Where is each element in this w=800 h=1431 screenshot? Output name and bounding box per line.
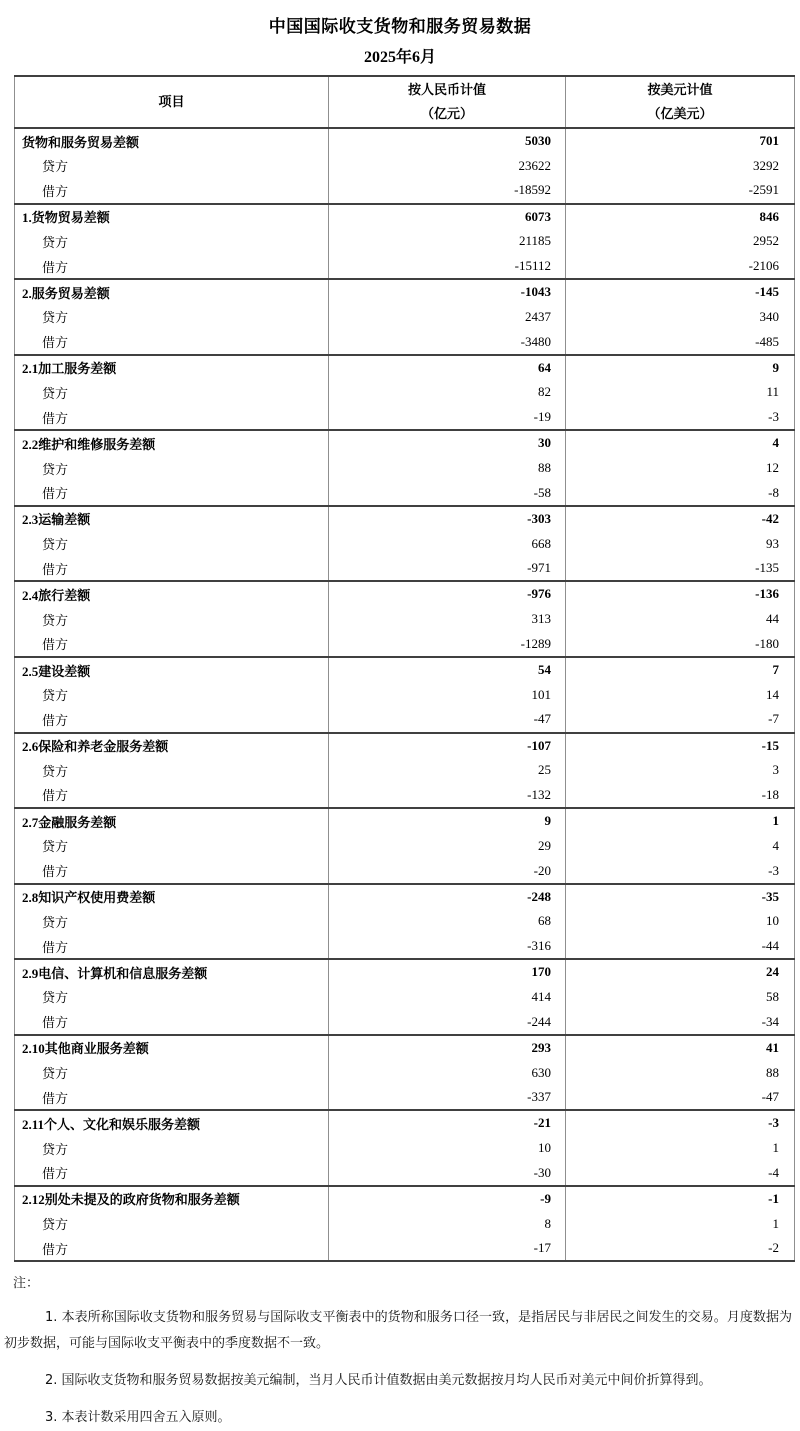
- usd-value: 3: [566, 758, 795, 783]
- sub-item-label: 借方: [15, 1236, 329, 1261]
- table-row-section-total: [15, 733, 795, 758]
- table-section: [15, 959, 795, 1035]
- table-section: [15, 1186, 795, 1262]
- table-row-sub: [15, 707, 795, 732]
- rmb-value: -15112: [329, 254, 566, 279]
- rmb-value: -132: [329, 783, 566, 808]
- usd-value: 14: [566, 682, 795, 707]
- table-row-sub: [15, 1060, 795, 1085]
- usd-value: 7: [566, 657, 795, 682]
- usd-value: 9: [566, 355, 795, 380]
- usd-value: 10: [566, 909, 795, 934]
- table-row-sub: [15, 1085, 795, 1110]
- sub-item-label: 贷方: [15, 833, 329, 858]
- usd-value: 846: [566, 204, 795, 229]
- rmb-value: -316: [329, 934, 566, 959]
- sub-item-label: 借方: [15, 330, 329, 355]
- table-row-sub: [15, 380, 795, 405]
- rmb-value: 313: [329, 607, 566, 632]
- table-section: [15, 506, 795, 582]
- rmb-value: 29: [329, 833, 566, 858]
- rmb-value: 68: [329, 909, 566, 934]
- rmb-value: -337: [329, 1085, 566, 1110]
- usd-value: 24: [566, 959, 795, 984]
- sub-item-label: 贷方: [15, 1136, 329, 1161]
- rmb-value: -18592: [329, 178, 566, 203]
- usd-value: 12: [566, 455, 795, 480]
- usd-value: 340: [566, 304, 795, 329]
- table-row-sub: [15, 783, 795, 808]
- table-row-section-total: [15, 808, 795, 833]
- table-row-sub: [15, 934, 795, 959]
- trade-data-table: [14, 75, 795, 1262]
- table-row-section-total: [15, 279, 795, 304]
- table-row-sub: [15, 254, 795, 279]
- rmb-value: -17: [329, 1236, 566, 1261]
- sub-item-label: 贷方: [15, 909, 329, 934]
- sub-item-label: 借方: [15, 858, 329, 883]
- rmb-value: -244: [329, 1010, 566, 1035]
- usd-value: -7: [566, 707, 795, 732]
- sub-item-label: 贷方: [15, 455, 329, 480]
- table-row-sub: [15, 984, 795, 1009]
- table-row-sub: [15, 556, 795, 581]
- sub-item-label: 贷方: [15, 153, 329, 178]
- table-row-section-total: [15, 430, 795, 455]
- table-row-section-total: [15, 581, 795, 606]
- usd-value: -4: [566, 1161, 795, 1186]
- rmb-value: 9: [329, 808, 566, 833]
- usd-value: 3292: [566, 153, 795, 178]
- item-label: 2.6保险和养老金服务差额: [15, 733, 329, 758]
- usd-value: -2: [566, 1236, 795, 1261]
- rmb-value: 88: [329, 455, 566, 480]
- table-row-sub: [15, 607, 795, 632]
- sub-item-label: 借方: [15, 254, 329, 279]
- note-item: 3. 本表计数采用四舍五入原则。: [45, 1410, 231, 1426]
- table-row-sub: [15, 1010, 795, 1035]
- item-label: 2.服务贸易差额: [15, 279, 329, 304]
- table-row-sub: [15, 304, 795, 329]
- sub-item-label: 贷方: [15, 304, 329, 329]
- rmb-value: 170: [329, 959, 566, 984]
- rmb-value: 25: [329, 758, 566, 783]
- notes-section: [0, 1274, 800, 1431]
- table-section: [15, 884, 795, 960]
- usd-value: -18: [566, 783, 795, 808]
- usd-value: -8: [566, 481, 795, 506]
- item-label: 2.9电信、计算机和信息服务差额: [15, 959, 329, 984]
- usd-value: 11: [566, 380, 795, 405]
- usd-value: 701: [566, 128, 795, 153]
- rmb-value: -971: [329, 556, 566, 581]
- table-row-section-total: [15, 959, 795, 984]
- column-header-rmb-line2: （亿元）: [420, 106, 473, 121]
- table-section: [15, 355, 795, 431]
- rmb-value: 64: [329, 355, 566, 380]
- usd-value: -3: [566, 405, 795, 430]
- usd-value: 93: [566, 531, 795, 556]
- item-label: 2.10其他商业服务差额: [15, 1035, 329, 1060]
- table-row-sub: [15, 1236, 795, 1261]
- sub-item-label: 贷方: [15, 682, 329, 707]
- rmb-value: 6073: [329, 204, 566, 229]
- usd-value: 1: [566, 1136, 795, 1161]
- sub-item-label: 借方: [15, 405, 329, 430]
- rmb-value: 2437: [329, 304, 566, 329]
- rmb-value: 414: [329, 984, 566, 1009]
- usd-value: 1: [566, 808, 795, 833]
- rmb-value: 101: [329, 682, 566, 707]
- rmb-value: 54: [329, 657, 566, 682]
- notes-label: 注：: [13, 1276, 40, 1292]
- table-row-sub: [15, 1211, 795, 1236]
- table-row-sub: [15, 758, 795, 783]
- rmb-value: 30: [329, 430, 566, 455]
- item-label: 2.12别处未提及的政府货物和服务差额: [15, 1186, 329, 1211]
- rmb-value: 5030: [329, 128, 566, 153]
- usd-value: -485: [566, 330, 795, 355]
- table-row-sub: [15, 178, 795, 203]
- rmb-value: -976: [329, 581, 566, 606]
- usd-value: 4: [566, 833, 795, 858]
- rmb-value: -20: [329, 858, 566, 883]
- sub-item-label: 借方: [15, 934, 329, 959]
- usd-value: -136: [566, 581, 795, 606]
- page-title: 中国国际收支货物和服务贸易数据: [268, 17, 532, 36]
- sub-item-label: 借方: [15, 632, 329, 657]
- column-header-rmb-line1: 按人民币计值: [407, 82, 486, 97]
- usd-value: -145: [566, 279, 795, 304]
- table-section: [15, 128, 795, 204]
- table-row-section-total: [15, 506, 795, 531]
- table-row-sub: [15, 405, 795, 430]
- usd-value: 88: [566, 1060, 795, 1085]
- table-row-sub: [15, 1161, 795, 1186]
- usd-value: -34: [566, 1010, 795, 1035]
- column-header-item-label: 项目: [158, 94, 185, 109]
- usd-value: -3: [566, 1110, 795, 1135]
- table-section: [15, 204, 795, 280]
- column-header-usd: [566, 76, 795, 128]
- item-label: 2.8知识产权使用费差额: [15, 884, 329, 909]
- usd-value: 1: [566, 1211, 795, 1236]
- rmb-value: -19: [329, 405, 566, 430]
- usd-value: -3: [566, 858, 795, 883]
- item-label: 2.1加工服务差额: [15, 355, 329, 380]
- table-row-sub: [15, 455, 795, 480]
- table-row-sub: [15, 1136, 795, 1161]
- sub-item-label: 贷方: [15, 229, 329, 254]
- sub-item-label: 借方: [15, 1085, 329, 1110]
- rmb-value: -303: [329, 506, 566, 531]
- table-row-section-total: [15, 355, 795, 380]
- item-label: 1.货物贸易差额: [15, 204, 329, 229]
- note-item: 1. 本表所称国际收支货物和服务贸易与国际收支平衡表中的货物和服务口径一致，是指居民与非居民之间发生的交易。月度数据为初步数据，可能与国际收支平衡表中的季度数据不一致。: [4, 1310, 792, 1352]
- sub-item-label: 借方: [15, 783, 329, 808]
- table-row-section-total: [15, 1186, 795, 1211]
- table-row-section-total: [15, 1110, 795, 1135]
- table-row-section-total: [15, 884, 795, 909]
- table-row-sub: [15, 858, 795, 883]
- item-label: 货物和服务贸易差额: [15, 128, 329, 153]
- rmb-value: -1043: [329, 279, 566, 304]
- table-section: [15, 430, 795, 506]
- table-header-row: [15, 76, 795, 128]
- item-label: 2.4旅行差额: [15, 581, 329, 606]
- sub-item-label: 借方: [15, 707, 329, 732]
- table-row-section-total: [15, 128, 795, 153]
- table-row-sub: [15, 229, 795, 254]
- table-row-sub: [15, 682, 795, 707]
- sub-item-label: 借方: [15, 556, 329, 581]
- sub-item-label: 借方: [15, 178, 329, 203]
- table-row-section-total: [15, 657, 795, 682]
- item-label: 2.2维护和维修服务差额: [15, 430, 329, 455]
- table-section: [15, 1110, 795, 1186]
- usd-value: -42: [566, 506, 795, 531]
- table-section: [15, 733, 795, 809]
- rmb-value: -58: [329, 481, 566, 506]
- rmb-value: -248: [329, 884, 566, 909]
- usd-value: 58: [566, 984, 795, 1009]
- usd-value: -35: [566, 884, 795, 909]
- rmb-value: 82: [329, 380, 566, 405]
- sub-item-label: 贷方: [15, 607, 329, 632]
- sub-item-label: 贷方: [15, 380, 329, 405]
- table-section: [15, 1035, 795, 1111]
- table-row-sub: [15, 632, 795, 657]
- table-row-sub: [15, 909, 795, 934]
- sub-item-label: 贷方: [15, 984, 329, 1009]
- usd-value: -135: [566, 556, 795, 581]
- usd-value: -1: [566, 1186, 795, 1211]
- usd-value: 2952: [566, 229, 795, 254]
- rmb-value: -3480: [329, 330, 566, 355]
- table-row-sub: [15, 531, 795, 556]
- page-subtitle: 2025年6月: [363, 49, 436, 66]
- table-row-sub: [15, 330, 795, 355]
- table-row-section-total: [15, 1035, 795, 1060]
- column-header-rmb: [329, 76, 566, 128]
- usd-value: -180: [566, 632, 795, 657]
- usd-value: 41: [566, 1035, 795, 1060]
- rmb-value: -47: [329, 707, 566, 732]
- usd-value: -2591: [566, 178, 795, 203]
- table-header: [15, 76, 795, 128]
- table-section: [15, 279, 795, 355]
- table-row-sub: [15, 833, 795, 858]
- sub-item-label: 贷方: [15, 531, 329, 556]
- rmb-value: -9: [329, 1186, 566, 1211]
- usd-value: -47: [566, 1085, 795, 1110]
- note-item: 2. 国际收支货物和服务贸易数据按美元编制，当月人民币计值数据由美元数据按月均人民币对美元中间价折算得到。: [45, 1373, 712, 1389]
- sub-item-label: 贷方: [15, 1060, 329, 1085]
- table-row-section-total: [15, 204, 795, 229]
- usd-value: -15: [566, 733, 795, 758]
- item-label: 2.7金融服务差额: [15, 808, 329, 833]
- item-label: 2.11个人、文化和娱乐服务差额: [15, 1110, 329, 1135]
- table-section: [15, 657, 795, 733]
- column-header-usd-line2: （亿美元）: [647, 106, 713, 121]
- column-header-usd-line1: 按美元计值: [647, 82, 713, 97]
- usd-value: -44: [566, 934, 795, 959]
- rmb-value: 668: [329, 531, 566, 556]
- table-section: [15, 581, 795, 657]
- item-label: 2.5建设差额: [15, 657, 329, 682]
- sub-item-label: 贷方: [15, 758, 329, 783]
- column-header-item: [15, 76, 329, 128]
- table-row-sub: [15, 153, 795, 178]
- sub-item-label: 借方: [15, 481, 329, 506]
- sub-item-label: 贷方: [15, 1211, 329, 1236]
- table-section: [15, 808, 795, 884]
- sub-item-label: 借方: [15, 1161, 329, 1186]
- table-row-sub: [15, 481, 795, 506]
- rmb-value: 10: [329, 1136, 566, 1161]
- rmb-value: 293: [329, 1035, 566, 1060]
- rmb-value: -30: [329, 1161, 566, 1186]
- rmb-value: 8: [329, 1211, 566, 1236]
- rmb-value: -1289: [329, 632, 566, 657]
- rmb-value: -107: [329, 733, 566, 758]
- rmb-value: 23622: [329, 153, 566, 178]
- item-label: 2.3运输差额: [15, 506, 329, 531]
- usd-value: 4: [566, 430, 795, 455]
- rmb-value: -21: [329, 1110, 566, 1135]
- rmb-value: 21185: [329, 229, 566, 254]
- rmb-value: 630: [329, 1060, 566, 1085]
- usd-value: -2106: [566, 254, 795, 279]
- sub-item-label: 借方: [15, 1010, 329, 1035]
- usd-value: 44: [566, 607, 795, 632]
